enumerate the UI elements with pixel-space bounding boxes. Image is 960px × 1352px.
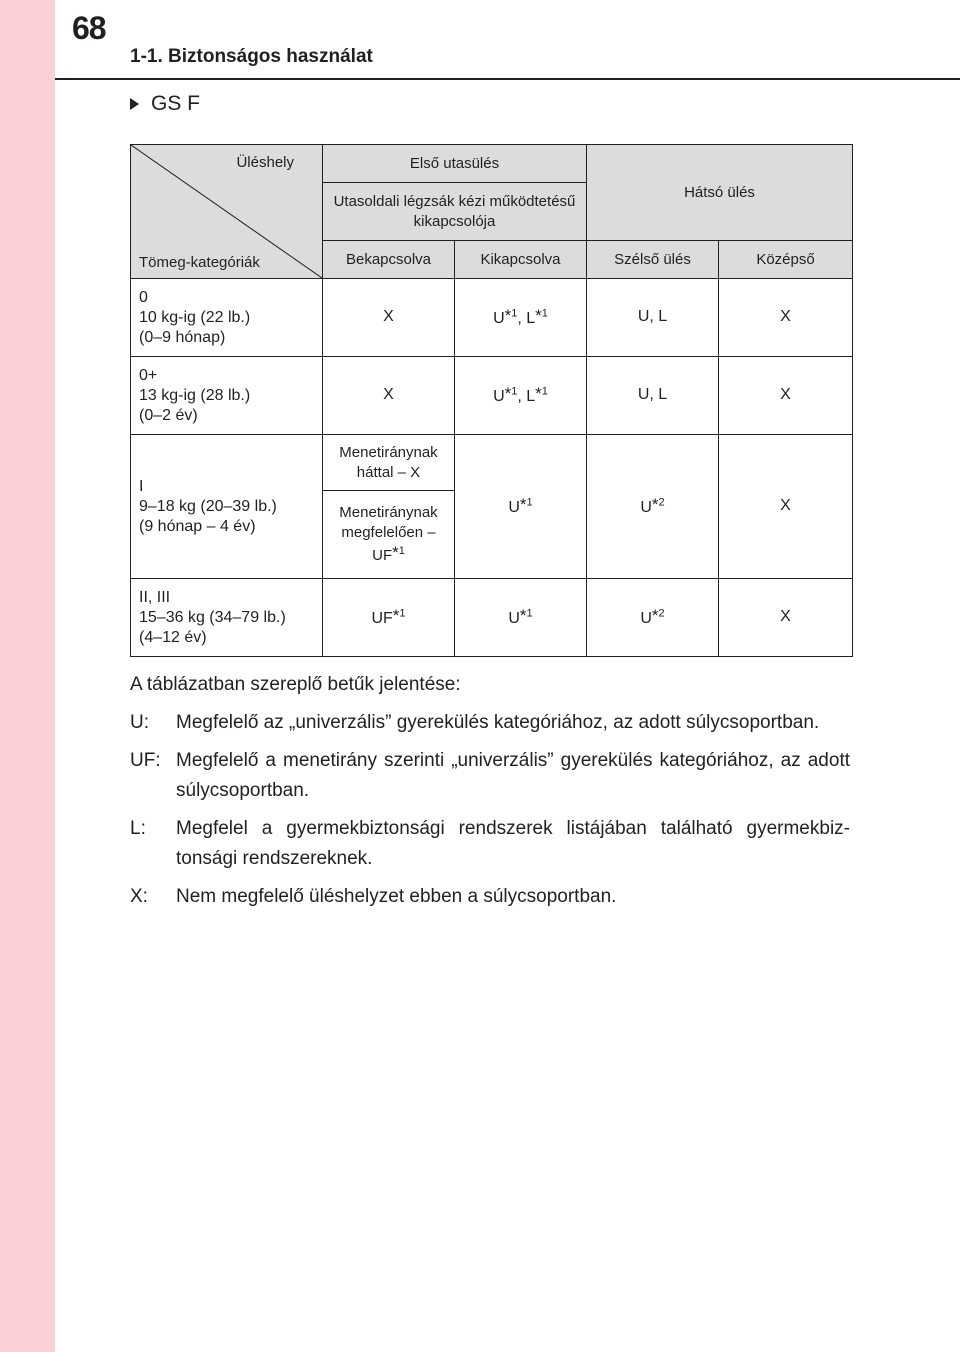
cell-airbag-off: U*$^1$, L*$^1$ — [455, 279, 587, 357]
weight-group-cell — [131, 279, 323, 357]
cell-center-seat: X — [719, 279, 853, 357]
table-corner-header — [131, 145, 323, 279]
weight-group-name: I — [139, 477, 144, 495]
weight-group-cell — [131, 435, 323, 579]
triangle-bullet-icon — [130, 98, 139, 110]
legend-key: UF: — [130, 750, 161, 771]
weight-group-cell — [131, 357, 323, 435]
legend-key: U: — [130, 712, 149, 733]
legend-key: X: — [130, 886, 148, 907]
weight-range: 9–18 kg (20–39 lb.) — [139, 497, 277, 515]
weight-group-name: 0+ — [139, 366, 158, 384]
rear-seat-header: Hátsó ülés — [587, 145, 853, 241]
cell-center-seat: X — [719, 579, 853, 657]
airbag-switch-header: Utasoldali légzsák kézi működtetésű kikapcsolója — [323, 183, 587, 241]
col-header-outer: Szélső ülés — [587, 241, 719, 279]
age-range: (0–9 hónap) — [139, 328, 226, 346]
cell-airbag-on: X — [323, 279, 455, 357]
col-header-center: Középső — [719, 241, 853, 279]
legend-text: Megfelelő az „univerzális” gyerekülés kategóriához, az adott súlycsoportban. — [176, 712, 820, 733]
child-seat-table — [130, 144, 853, 657]
cell-center-seat: X — [719, 357, 853, 435]
legend-text: Nem megfelelő üléshelyzet ebben a súlycsoportban. — [176, 886, 617, 907]
weight-category-label: Tömeg-kategóriák — [139, 253, 260, 271]
cell-airbag-on: UF*$^1$ — [323, 579, 455, 657]
seat-position-label: Üléshely — [236, 154, 294, 171]
col-header-off: Kikapcsolva — [455, 241, 587, 279]
weight-range: 10 kg-ig (22 lb.) — [139, 308, 251, 326]
legend-text: Megfelel a gyermekbiztonsági rendszerek listájában található gyermekbiz-tonsági rendszereknek. — [176, 818, 850, 869]
header-rule — [55, 78, 960, 80]
cell-airbag-on: X — [323, 357, 455, 435]
subsection-heading — [130, 92, 200, 116]
weight-group-cell — [131, 579, 323, 657]
age-range: (4–12 év) — [139, 628, 207, 646]
table-row — [131, 357, 853, 435]
legend-item — [130, 708, 850, 738]
weight-group-name: II, III — [139, 588, 171, 606]
cell-forward-facing: Menetiránynak megfelelően – UF*$^1$ — [323, 491, 455, 579]
legend-item — [130, 882, 850, 912]
age-range: (0–2 év) — [139, 406, 198, 424]
table-row — [131, 279, 853, 357]
table-row — [131, 435, 853, 491]
legend-item — [130, 746, 850, 806]
legend-intro: A táblázatban szereplő betűk jelentése: — [130, 674, 461, 695]
cell-center-seat: X — [719, 435, 853, 579]
table-row — [131, 579, 853, 657]
cell-rear-facing: Menetiránynak háttal – X — [323, 435, 455, 491]
legend — [130, 670, 850, 920]
section-title: 1-1. Biztonságos használat — [130, 46, 373, 67]
cell-airbag-off: U*$^1$ — [455, 579, 587, 657]
legend-item — [130, 814, 850, 874]
cell-outer-seat: U*$^2$ — [587, 435, 719, 579]
subsection-label: GS F — [151, 92, 201, 115]
cell-airbag-off: U*$^1$, L*$^1$ — [455, 357, 587, 435]
cell-airbag-off: U*$^1$ — [455, 435, 587, 579]
legend-key: L: — [130, 818, 146, 839]
page-number: 68 — [72, 10, 106, 46]
cell-outer-seat: U, L — [587, 279, 719, 357]
weight-group-name: 0 — [139, 288, 148, 306]
side-margin-strip — [0, 0, 55, 1352]
front-seat-header: Első utasülés — [323, 145, 587, 183]
age-range: (9 hónap – 4 év) — [139, 517, 256, 535]
legend-text: Megfelelő a menetirány szerinti „univerzális” gyerekülés kategóriához, az adott súlycsoportban. — [176, 750, 850, 801]
col-header-on: Bekapcsolva — [323, 241, 455, 279]
cell-outer-seat: U, L — [587, 357, 719, 435]
weight-range: 15–36 kg (34–79 lb.) — [139, 608, 286, 626]
cell-outer-seat: U*$^2$ — [587, 579, 719, 657]
weight-range: 13 kg-ig (28 lb.) — [139, 386, 251, 404]
